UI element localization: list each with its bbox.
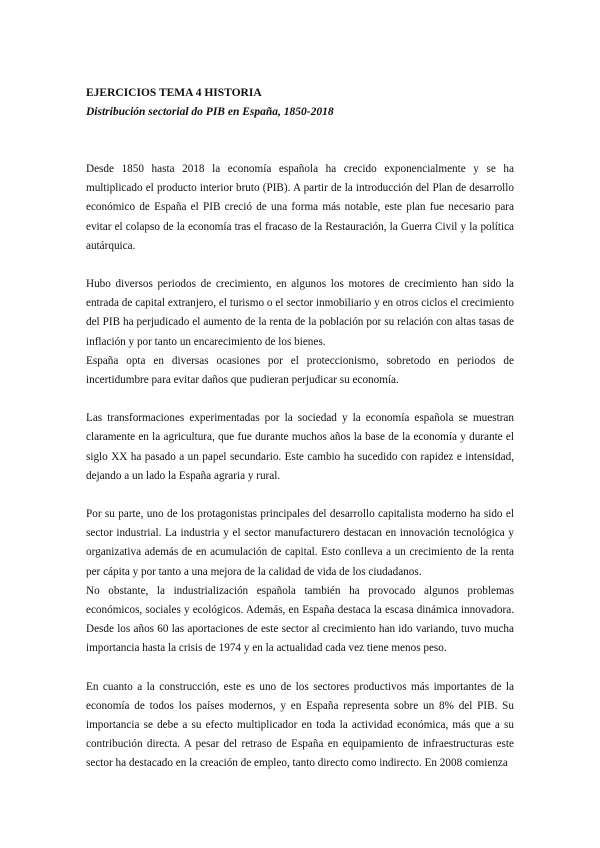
paragraph-industry: Por su parte, uno de los protagonistas principales del desarrollo capitalista moderno ha sido el sector industrial. La industria y el sector manufacturero destacan en innovación tecnológica y organizativa además de en acumulación de capital. Esto conlleva a un crecimiento de la renta per cápita y por tanto a una mejora de la calidad de vida de los ciudadanos. [86,508,514,578]
spacer [86,256,514,275]
document-subtitle: Distribución sectorial do PIB en España, 1850-2018 [86,106,334,118]
spacer [86,659,514,678]
document-title: EJERCICIOS TEMA 4 HISTORIA [86,87,262,99]
paragraph-growth-periods: Hubo diversos periodos de crecimiento, en algunos los motores de crecimiento han sido la entrada de capital extranjero, el turismo o el sector inmobiliario y en otros ciclos el crecimiento del PIB ha perjudicado el aumento de la renta de la población por su relación con altas tasas de inflación y por tanto un encarecimiento de los bienes. [86,278,514,348]
spacer [86,486,514,505]
paragraph-construction: En cuanto a la construcción, este es uno de los sectores productivos más importantes de la economía de todos los países modernos, y en España representa sobre un 8% del PIB. Su importancia se debe a su efecto multiplicador en toda la actividad económica, más que a su contribución directa. A pesar del retraso de España en equipamiento de infraestructuras este sector ha destacado en la creación de empleo, tanto directo como indirecto. En 2008 comienza [86,680,514,770]
spacer [86,390,514,409]
paragraph-industrialization-problems: No obstante, la industrialización española también ha provocado algunos problemas económicos, sociales y ecológicos. Además, en España destaca la escasa dinámica innovadora. Desde los años 60 las aportaciones de este sector al crecimiento han ido variando, tuvo mucha importancia hasta la crisis de 1974 y en la actualidad cada vez tiene menos peso. [86,584,514,655]
paragraph-intro: Desde 1850 hasta 2018 la economía española ha crecido exponencialmente y se ha multiplicado el producto interior bruto (PIB). A partir de la introducción del Plan de desarrollo económico de España el PIB creció de una forma más notable, este plan fue necesario para evitar el colapso de la economía tras el fracaso de la Restauración, la Guerra Civil y la política autárquica. [86,163,514,252]
spacer [86,122,514,160]
document-page [86,84,514,774]
paragraph-agriculture: Las transformaciones experimentadas por la sociedad y la economía española se muestran claramente en la agricultura, que fue durante muchos años la base de la economía y durante el siglo XX ha pasado a un papel secundario. Este cambio ha sucedido con rapidez e intensidad, dejando a un lado la España agraria y rural. [86,412,514,482]
paragraph-protectionism: España opta en diversas ocasiones por el proteccionismo, sobretodo en periodos de incertidumbre para evitar daños que pudieran perjudicar su economía. [86,354,514,387]
